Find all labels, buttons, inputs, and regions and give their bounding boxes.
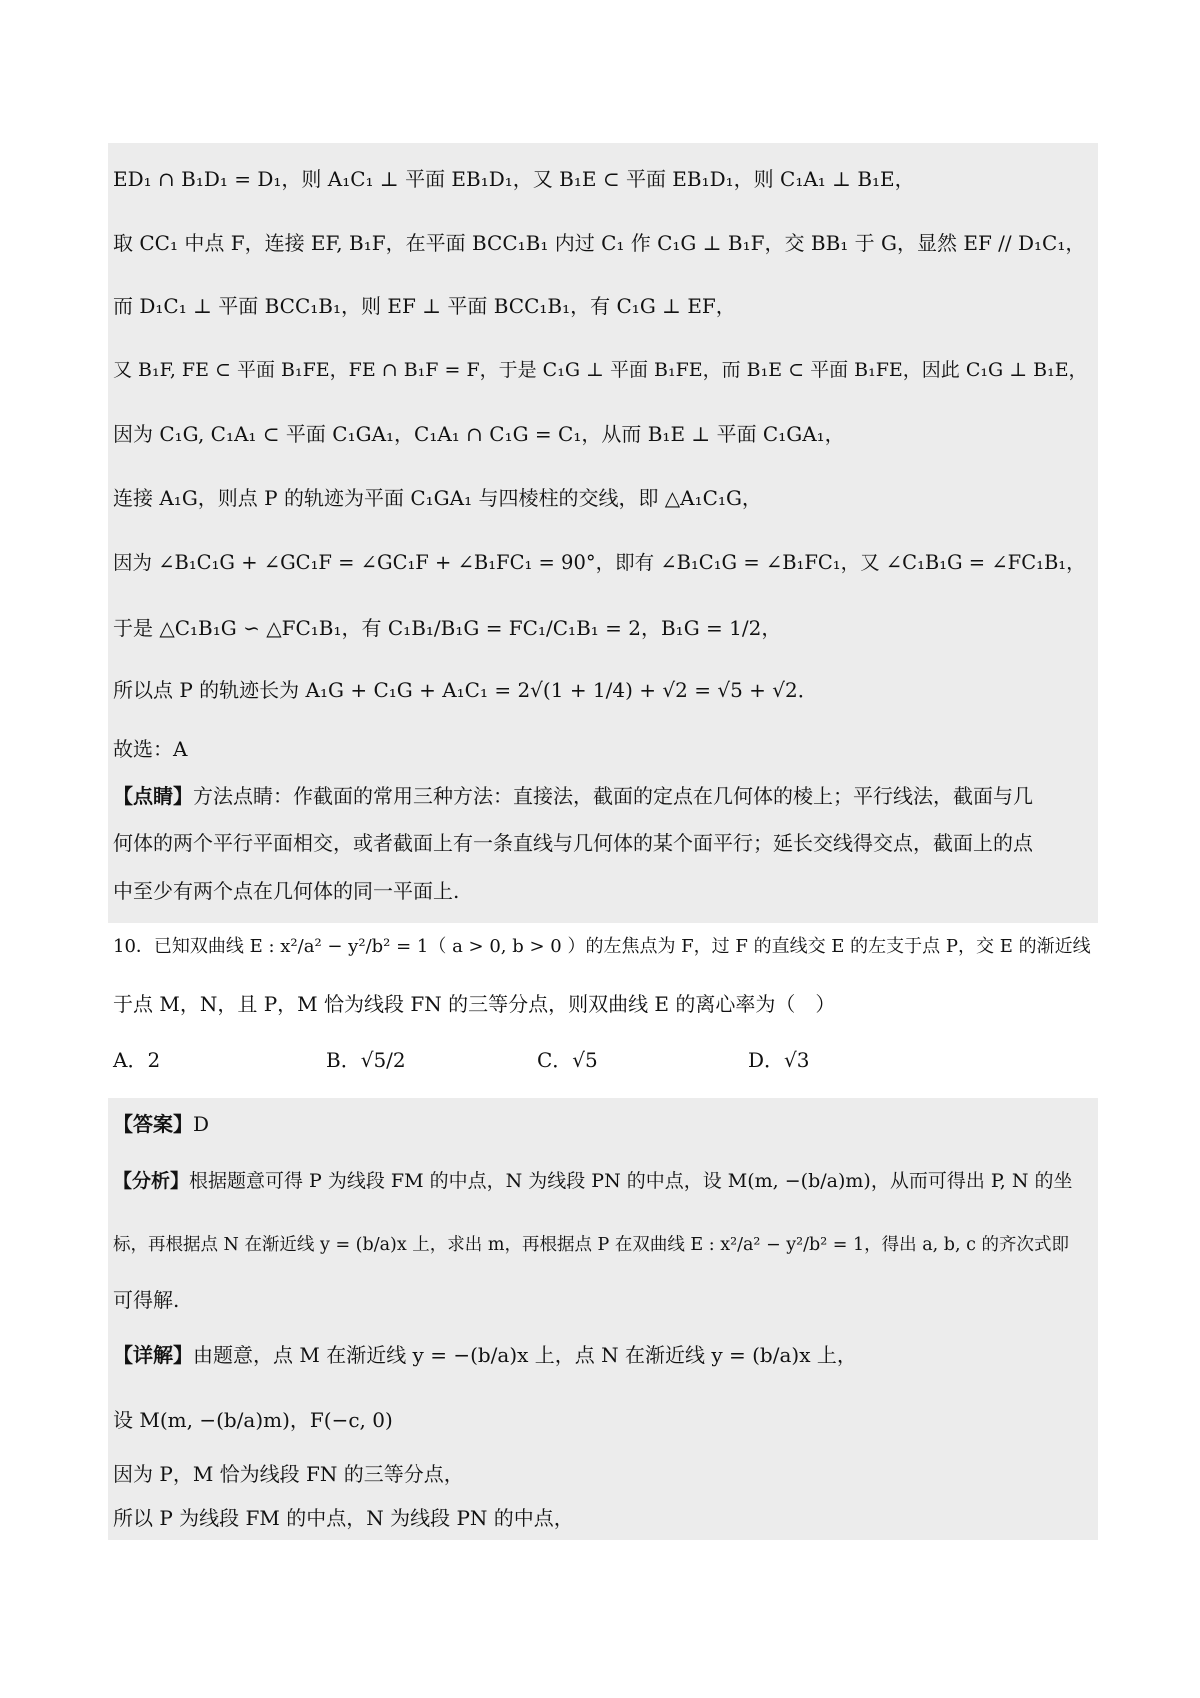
solution-line: 而 D₁C₁ ⊥ 平面 BCC₁B₁，则 EF ⊥ 平面 BCC₁B₁，有 C₁G ⊥ EF， — [113, 294, 736, 318]
analysis-label: 【分析】 — [113, 1170, 190, 1192]
solution-line: 于是 △C₁B₁G ∽ △FC₁B₁，有 C₁B₁/B₁G = FC₁/C₁B₁ = 2，B₁G = 1/2， — [113, 616, 782, 640]
answer-label: 【答案】 — [113, 1112, 193, 1136]
solution-line: 因为 ∠B₁C₁G + ∠GC₁F = ∠GC₁F + ∠B₁FC₁ = 90°，即有 ∠B₁C₁G = ∠B₁FC₁，又 ∠C₁B₁G = ∠FC₁B₁， — [113, 551, 1086, 574]
solution-line: 取 CC₁ 中点 F，连接 EF, B₁F，在平面 BCC₁B₁ 内过 C₁ 作 C₁G ⊥ B₁F，交 BB₁ 于 G，显然 EF // D₁C₁， — [113, 231, 1086, 255]
detail-line: 因为 P，M 恰为线段 FN 的三等分点， — [113, 1462, 464, 1486]
solution-line: 所以点 P 的轨迹长为 A₁G + C₁G + A₁C₁ = 2√(1 + 1/4) + √2 = √5 + √2． — [113, 678, 818, 702]
detail-text: 由题意，点 M 在渐近线 y = −(b/a)x 上，点 N 在渐近线 y = (b/a)x 上， — [193, 1343, 857, 1367]
question-number: 10． — [113, 936, 154, 957]
answer-value: D — [193, 1112, 210, 1136]
solution-line: ED₁ ∩ B₁D₁ = D₁，则 A₁C₁ ⊥ 平面 EB₁D₁，又 B₁E ⊂ 平面 EB₁D₁，则 C₁A₁ ⊥ B₁E， — [113, 167, 915, 191]
detail-line: 设 M(m, −(b/a)m)，F(−c, 0) — [113, 1408, 393, 1432]
option-d: D．√3 — [748, 1048, 810, 1072]
tip-line: 中至少有两个点在几何体的同一平面上. — [113, 879, 460, 903]
analysis-line: 标，再根据点 N 在渐近线 y = (b/a)x 上，求出 m，再根据点 P 在双曲线 E : x²/a² − y²/b² = 1，得出 a, b, c 的齐次式即 — [113, 1235, 1069, 1255]
answer-line — [113, 1110, 209, 1138]
solution-line: 又 B₁F, FE ⊂ 平面 B₁FE，FE ∩ B₁F = F，于是 C₁G ⊥ 平面 B₁FE，而 B₁E ⊂ 平面 B₁FE，因此 C₁G ⊥ B₁E， — [113, 359, 1088, 381]
tip-line — [113, 782, 1033, 810]
option-c: C．√5 — [537, 1048, 598, 1072]
solution-line: 连接 A₁G，则点 P 的轨迹为平面 C₁GA₁ 与四棱柱的交线，即 △A₁C₁G， — [113, 486, 762, 510]
option-a: A．2 — [113, 1048, 161, 1072]
analysis-line — [113, 1167, 1073, 1195]
question-10-line1 — [113, 933, 1091, 961]
answer-line: 故选：A — [113, 737, 188, 761]
analysis-text: 根据题意可得 P 为线段 FM 的中点，N 为线段 PN 的中点，设 M(m, −(b/a)m)，从而可得出 P, N 的坐 — [189, 1170, 1073, 1192]
analysis-line: 可得解. — [113, 1288, 180, 1312]
tip-label: 【点睛】 — [113, 784, 193, 808]
detail-label: 【详解】 — [113, 1343, 193, 1367]
option-b: B．√5/2 — [326, 1048, 406, 1072]
question-text: 已知双曲线 E : x²/a² − y²/b² = 1（ a > 0, b > 0 ）的左焦点为 F，过 F 的直线交 E 的左支于点 P，交 E 的渐近线 — [153, 936, 1091, 957]
detail-line: 所以 P 为线段 FM 的中点，N 为线段 PN 的中点， — [113, 1506, 574, 1530]
tip-line: 何体的两个平行平面相交，或者截面上有一条直线与几何体的某个面平行；延长交线得交点，截面上的点 — [113, 831, 1033, 855]
question-10-line2: 于点 M，N，且 P，M 恰为线段 FN 的三等分点，则双曲线 E 的离心率为（ ） — [113, 992, 836, 1016]
tip-text: 方法点睛：作截面的常用三种方法：直接法，截面的定点在几何体的棱上；平行线法，截面与几 — [193, 784, 1033, 808]
solution-line: 因为 C₁G, C₁A₁ ⊂ 平面 C₁GA₁，C₁A₁ ∩ C₁G = C₁，从而 B₁E ⊥ 平面 C₁GA₁， — [113, 422, 845, 446]
detail-line — [113, 1341, 857, 1369]
